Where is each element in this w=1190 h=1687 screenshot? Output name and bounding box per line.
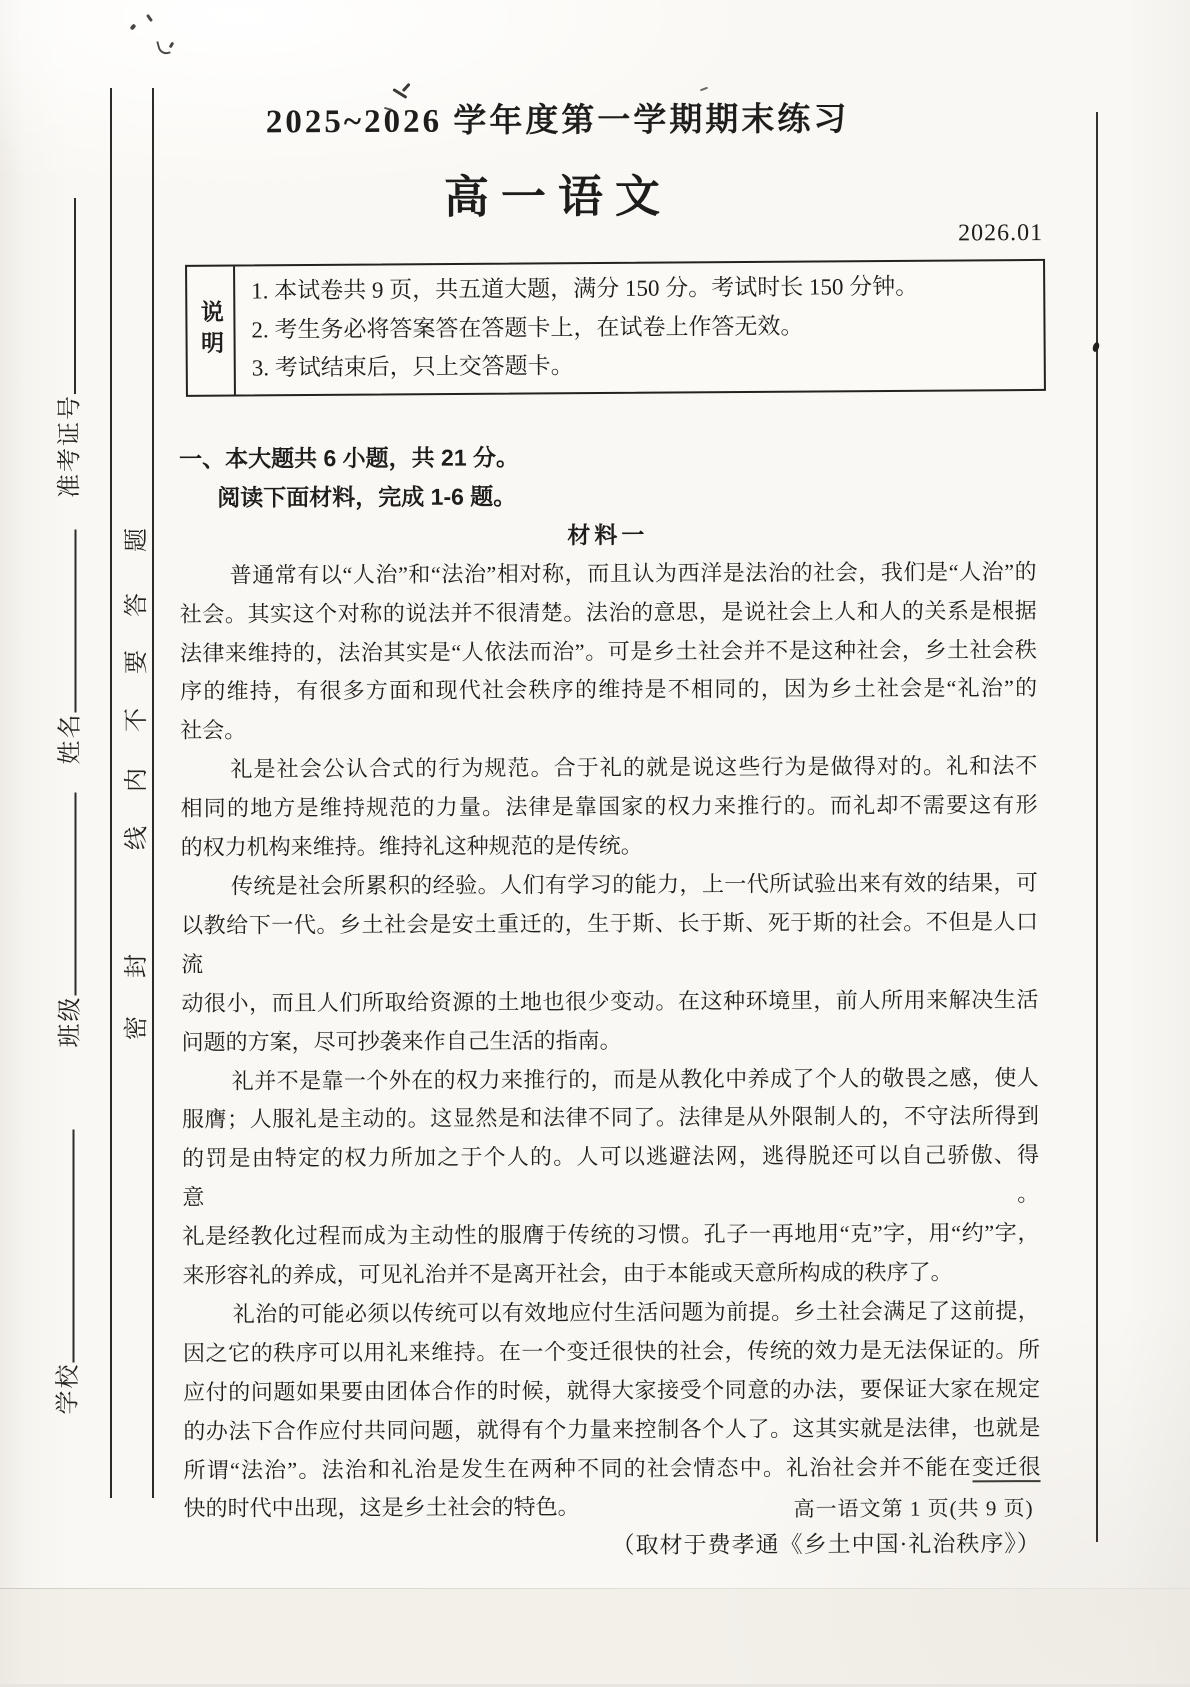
passage-line: 问题的方案，尽可抄袭来作自己生活的指南。 — [181, 1027, 622, 1055]
seal-text-char: 答 — [124, 593, 150, 617]
passage-line: 法律来维持的，法治其实是“人依法而治”。可是乡土社会并不是这种社会，乡土社会秩 — [179, 636, 1037, 666]
passage-line: 社会。 — [180, 717, 247, 744]
passage-line: 的权力机构来维持。维持礼这种规范的是传统。 — [180, 832, 643, 860]
passage-line: 礼治的可能必须以传统可以有效地应付生活问题为前提。乡土社会满足了这前提， — [232, 1298, 1040, 1327]
passage-line: 礼是社会公认合式的行为规范。合于礼的就是说这些行为是做得对的。礼和法不 — [230, 753, 1038, 782]
seal-text-char: 封 — [124, 954, 150, 978]
passage-line: 社会。其实这个对称的说法并不很清楚。法治的意思，是说社会上人和人的关系是根据 — [179, 597, 1037, 627]
seal-text-char: 不 — [124, 708, 150, 732]
passage-line: 所谓“法治”。法治和礼治是发生在两种不同的社会情态中。礼治社会并不能在变迁很 — [183, 1453, 1041, 1483]
notice-box-label: 说明 — [187, 267, 236, 395]
exam-session-title: 2025~2026 学年度第一学期期末练习 — [265, 101, 850, 141]
passage-line: 的办法下合作应付共同问题，就得有个力量来控制各个人了。这其实就是法律，也就是 — [183, 1414, 1041, 1444]
seal-text-char: 要 — [124, 650, 150, 674]
passage-line: 动很小，而且人们所取给资源的土地也很少变动。在这种环境里，前人所用来解决生活 — [181, 986, 1039, 1016]
notice-items — [235, 261, 1044, 395]
page-number: 高一语文第 1 页(共 9 页) — [793, 1496, 1034, 1522]
section-heading: 一、本大题共 6 小题，共 21 分。 — [179, 444, 520, 472]
seal-text-char: 内 — [124, 768, 150, 792]
passage-line: 序的维持，有很多方面和现代社会秩序的维持是不相同的，因为乡土社会是“礼治”的 — [180, 675, 1038, 705]
paper-title: 高一语文 — [443, 170, 673, 223]
passage — [179, 553, 1040, 1529]
passage-line: 传统是社会所累积的经验。人们有学习的能力，上一代所试验出来有效的结果，可 — [230, 870, 1038, 899]
passage-line: 快的时代中出现，这是乡土社会的特色。 — [183, 1494, 580, 1522]
admission-ticket-number-label: 准考证号 — [56, 394, 83, 498]
section-subheading: 阅读下面材料，完成 1-6 题。 — [217, 483, 517, 511]
passage-line: 服膺；人服礼是主动的。这显然是和法律不同了。法律是从外限制人的，不守法所得到 — [181, 1103, 1039, 1133]
student-name-label: 姓名 — [57, 712, 83, 765]
passage-line: 因之它的秩序可以用礼来维持。在一个变迁很快的社会，传统的效力是无法保证的。所 — [182, 1336, 1041, 1366]
class-label: 班级 — [57, 995, 83, 1048]
passage-line: 相同的地方是维持规范的力量。法律是靠国家的权力来推行的。而礼却不需要这有形 — [180, 792, 1038, 821]
notice-box — [185, 259, 1046, 397]
exam-date: 2026.01 — [958, 220, 1044, 247]
scan-background — [0, 1589, 1190, 1684]
material-title: 材料一 — [567, 521, 649, 548]
notice-item: 2. 考生务必将答案答在答题卡上，在试卷上作答无效。 — [251, 313, 804, 342]
passage-line: 普通常有以“人治”和“法治”相对称，而且认为西洋是法治的社会，我们是“人治”的 — [229, 558, 1037, 588]
passage-line: 的罚是由特定的权力所加之于个人的。人可以逃避法网，逃得脱还可以自己骄傲、得意。 — [182, 1142, 1040, 1211]
source-attribution: （取材于费孝通《乡土中国·礼治秩序》） — [611, 1531, 1041, 1559]
notice-item: 1. 本试卷共 9 页，共五道大题，满分 150 分。考试时长 150 分钟。 — [251, 273, 919, 304]
school-label: 学校 — [55, 1362, 81, 1415]
seal-text-char: 线 — [124, 826, 150, 850]
passage-line: 以教给下一代。乡土社会是安土重迁的，生于斯、长于斯、死于斯的社会。不但是人口流 — [181, 908, 1039, 977]
notice-item: 3. 考试结束后，只上交答题卡。 — [251, 353, 574, 381]
passage-line: 礼是经教化过程而成为主动性的服膺于传统的习惯。孔子一再地用“克”字，用“约”字， — [182, 1220, 1040, 1249]
passage-line: 来形容礼的养成，可见礼治并不是离开社会，由于本能或天意所构成的秩序了。 — [182, 1259, 953, 1288]
passage-line: 应付的问题如果要由团体合作的时候，就得大家接受个同意的办法，要保证大家在规定 — [183, 1375, 1041, 1405]
seal-text-char: 题 — [124, 528, 150, 552]
exam-body — [179, 436, 1041, 1568]
passage-line: 礼并不是靠一个外在的权力来推行的，而是从教化中养成了个人的敬畏之感，使人 — [231, 1064, 1039, 1094]
seal-text-char: 密 — [124, 1016, 150, 1040]
pen-underlined-text: 变迁很 — [972, 1454, 1041, 1482]
